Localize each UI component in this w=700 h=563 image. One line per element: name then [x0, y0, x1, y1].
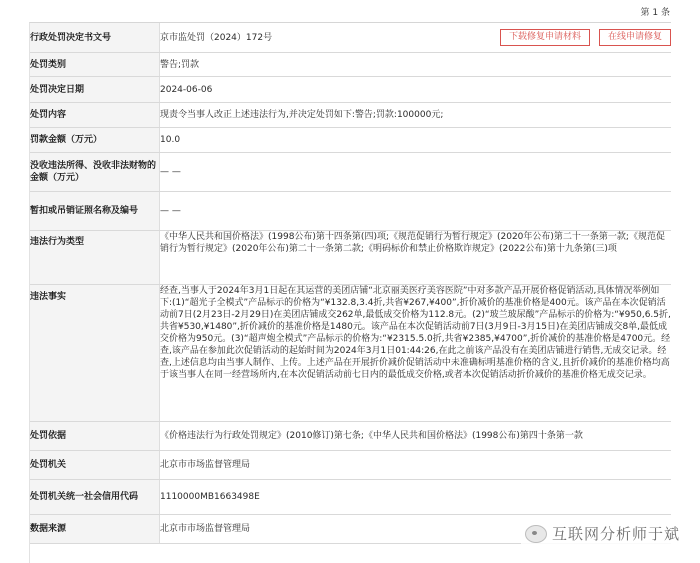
table-row — [30, 103, 671, 128]
table-row — [30, 77, 671, 103]
table-row — [30, 153, 671, 192]
field-label-confiscation-amount: 没收违法所得、没收非法财物的金额（万元） — [30, 161, 157, 183]
field-value-penalty-content: 现责令当事人改正上述违法行为,并决定处罚如下:警告;罚款:100000元; — [160, 110, 444, 120]
field-label-violation-facts: 违法事实 — [30, 292, 67, 302]
field-label-penalty-basis: 处罚依据 — [30, 431, 67, 441]
field-value-license-suspension: — — — [160, 206, 181, 216]
field-label-decision-number: 行政处罚决定书文号 — [30, 32, 112, 43]
watermark — [521, 521, 686, 546]
field-label-penalty-authority: 处罚机关 — [30, 460, 67, 470]
table-row — [30, 192, 671, 231]
field-value-authority-credit-code: 1110000MB1663498E — [160, 492, 260, 502]
field-value-decision-number: 京市监处罚（2024）172号 — [160, 32, 273, 43]
field-label-license-suspension: 暂扣或吊销证照名称及编号 — [30, 206, 139, 216]
table-row — [30, 53, 671, 77]
online-repair-application-button[interactable]: 在线申请修复 — [599, 29, 671, 46]
table-row — [30, 285, 671, 422]
field-value-data-source: 北京市市场监督管理局 — [160, 524, 251, 534]
field-label-penalty-content: 处罚内容 — [30, 110, 67, 120]
field-value-penalty-authority: 北京市市场监督管理局 — [160, 460, 251, 470]
weibo-logo-icon — [525, 525, 547, 543]
table-row — [30, 422, 671, 451]
field-value-violation-facts: 经查,当事人于2024年3月1日起在其运营的美团店铺“北京丽美医疗美容医院”中对多款产品开展价格促销活动,具体情况举例如下:(1)“超光子全模式”产品标示的价格为“¥132.8,3.4折,共省¥267,¥400”,折价减价的基准价格是400元。该产品在本次促销活动前7日(2月23日-2月29日)在美团店铺成交262单,最低成交价格为112.8元。(2)“玻兰玻尿酸”产品标示的价格为:“¥950,6.5折,共省¥530,¥1480”,折价减价的基准价格是1480元。该产品在本次促销活动前7日(3月9日-3月15日)在美团店铺成交8单,最低成交价格为950元。(3)“超声炮全模式”产品标示的价格为:“¥2315.5.0折,共省¥2385,¥4700”,折价减价的基准价格是4700元。经查,该产品在参加此次促销活动的起始时间为2024年3月1日01:44:26,在此之前该产品没有在美团店铺进行销售,无成交记录。经查,上述信息均由当事人制作、上传。上述产品在开展折价减价促销活动中未准确标明基准价格的含义,且折价减价的基准价格均高于该当事人在同一经营场所内,在本次促销活动前七日内的最低成交价格,或者本次促销活动折价减价的基准价格无成交记录。 — [160, 286, 671, 380]
field-label-data-source: 数据来源 — [30, 524, 67, 534]
penalty-info-table — [29, 22, 671, 563]
field-label-fine-amount: 罚款金额（万元） — [30, 135, 103, 145]
field-label-penalty-category: 处罚类别 — [30, 59, 67, 70]
field-label-authority-credit-code: 处罚机关统一社会信用代码 — [30, 492, 139, 502]
field-value-confiscation-amount: — — — [160, 167, 181, 177]
field-value-fine-amount: 10.0 — [160, 135, 181, 145]
table-row — [30, 451, 671, 480]
watermark-text: 互联网分析师于斌 — [551, 525, 680, 543]
page-indicator: 第 1 条 — [640, 8, 670, 18]
field-label-decision-date: 处罚决定日期 — [30, 84, 85, 95]
field-label-violation-type: 违法行为类型 — [30, 237, 85, 247]
table-row — [30, 480, 671, 515]
field-value-penalty-basis: 《价格违法行为行政处罚规定》(2010修订)第七条;《中华人民共和国价格法》(1998公布)第四十条第一款 — [160, 431, 583, 441]
table-row — [30, 23, 671, 53]
field-value-violation-type: 《中华人民共和国价格法》(1998公布)第十四条第(四)项;《规范促销行为暂行规定》(2020年公布)第二十一条第一款;《规范促销行为暂行规定》(2020年公布)第二十一条第二款;《明码标价和禁止价格欺诈规定》(2022公布)第十九条第(三)项 — [160, 232, 665, 254]
download-repair-materials-button[interactable]: 下载修复申请材料 — [500, 29, 590, 46]
table-row — [30, 128, 671, 153]
field-value-penalty-category: 警告;罚款 — [160, 59, 200, 70]
table-row — [30, 231, 671, 285]
field-value-decision-date: 2024-06-06 — [160, 84, 213, 95]
